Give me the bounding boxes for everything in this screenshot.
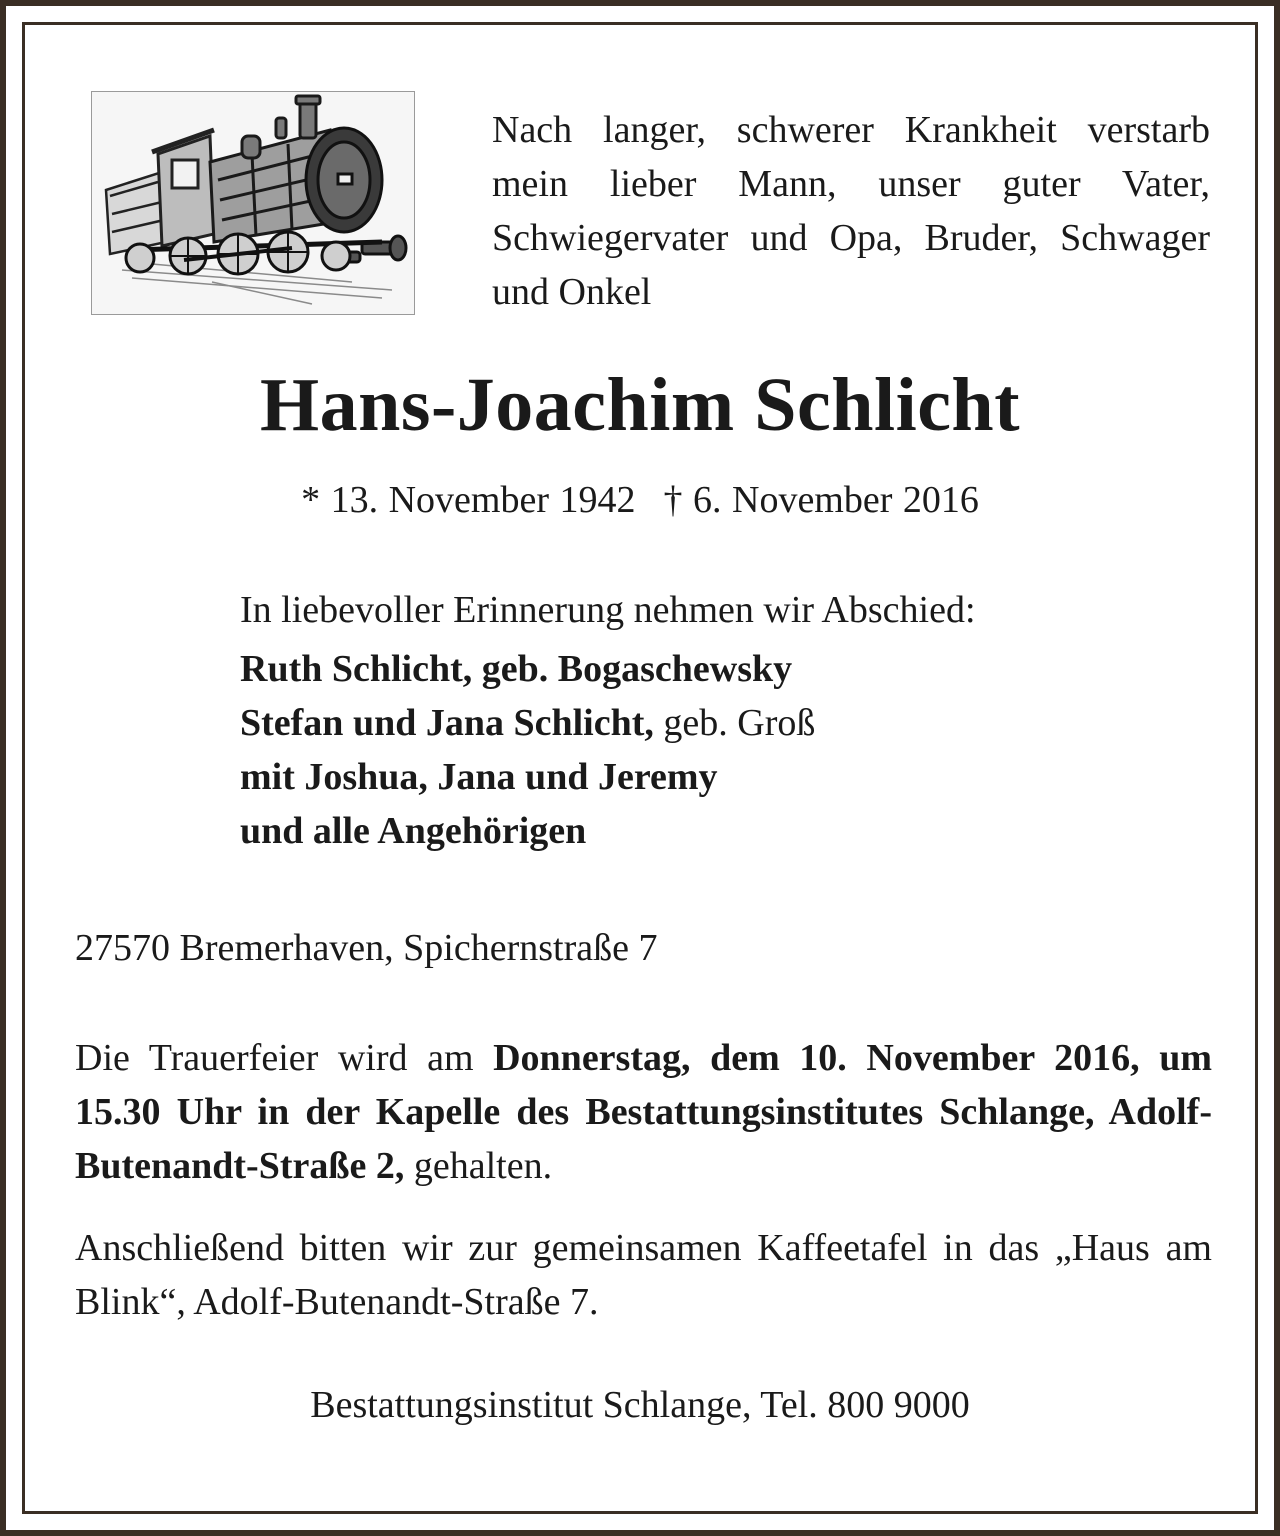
intro-text: Nach langer, schwerer Krankheit verstarb mein lieber Mann, unser guter Vater, Schwiegervater und Opa, Bruder, Schwager und Onkel	[492, 109, 1210, 313]
family-address: 27570 Bremerhaven, Spichernstraße 7	[75, 927, 658, 969]
ceremony-suffix: gehalten.	[404, 1145, 553, 1187]
mourner-maiden-name: geb. Groß	[663, 702, 816, 744]
mourner-name: Stefan und Jana Schlicht,	[240, 702, 654, 744]
mourner-line	[240, 696, 1200, 750]
funeral-home-contact: Bestattungsinstitut Schlange, Tel. 800 9000	[310, 1384, 970, 1426]
deceased-name: Hans-Joachim Schlicht	[260, 363, 1020, 447]
ceremony-details: Donnerstag, dem 10. November 2016, um 15.30 Uhr in der Kapelle des Bestattungsinstitutes Schlange, Adolf-Butenandt-Straße 2,	[75, 1037, 1212, 1187]
birth-date: * 13. November 1942	[301, 479, 636, 521]
obituary-notice	[22, 22, 1258, 1514]
reception-info: Anschließend bitten wir zur gemeinsamen Kaffeetafel in das „Haus am Blink“, Adolf-Butenandt-Straße 7.	[75, 1227, 1212, 1323]
life-dates	[25, 473, 1255, 527]
death-date: † 6. November 2016	[663, 479, 979, 521]
farewell-heading: In liebevoller Erinnerung nehmen wir Abschied:	[240, 589, 976, 631]
mourners-list	[240, 642, 1200, 858]
mourner-line: und alle Angehörigen	[240, 810, 587, 852]
mourner-line: mit Joshua, Jana und Jeremy	[240, 756, 718, 798]
mourner-line: Ruth Schlicht, geb. Bogaschewsky	[240, 648, 793, 690]
steam-locomotive-icon	[91, 91, 415, 315]
ceremony-info	[75, 1031, 1212, 1193]
ceremony-prefix: Die Trauerfeier wird am	[75, 1037, 494, 1079]
